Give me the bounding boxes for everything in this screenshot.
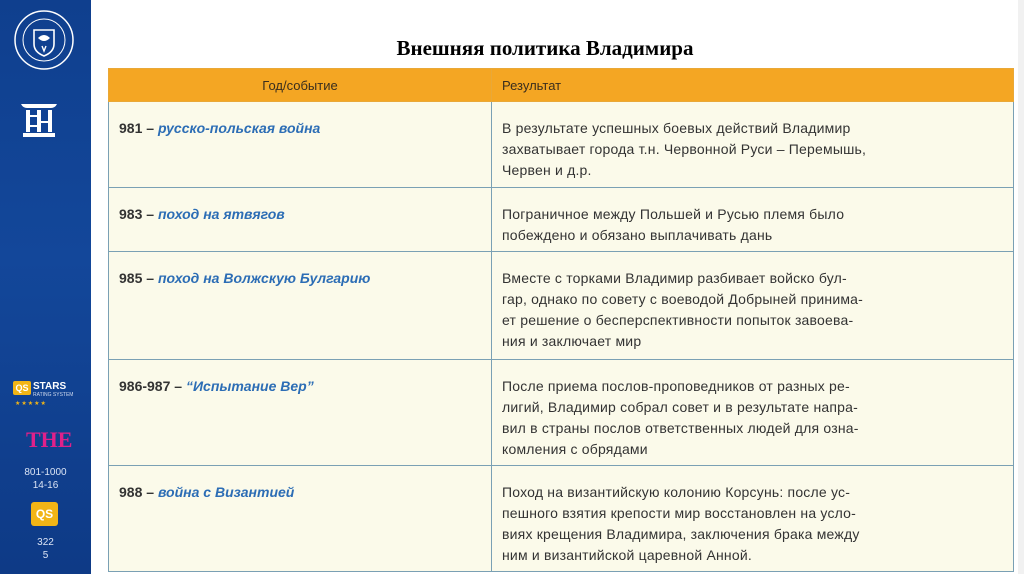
result-line: комления с обрядами xyxy=(502,441,648,457)
header-year-event: Год/событие xyxy=(109,69,492,102)
result-line: гар, однако по совету с воеводой Добрыней принима- xyxy=(502,291,864,307)
header-result: Результат xyxy=(492,69,1014,102)
qs-stars-logo: QS STARS RATING SYSTEM ★★★★★ xyxy=(15,381,74,407)
table-row xyxy=(109,252,1014,360)
event-year: 981 xyxy=(119,120,143,136)
result-line: лигий, Владимир собрал совет и в результате напра- xyxy=(502,399,858,415)
result-line: ним и византийской царевной Анной. xyxy=(502,547,752,563)
result-cell xyxy=(492,102,1014,188)
result-cell xyxy=(492,188,1014,252)
table-header-row xyxy=(109,69,1014,102)
the-logo: THE xyxy=(26,427,73,452)
qs-ranking: 322 5 xyxy=(37,537,54,561)
result-line: Поход на византийскую колонию Корсунь: после ус- xyxy=(502,484,851,500)
event-dash: – xyxy=(142,120,158,136)
table-row xyxy=(109,188,1014,252)
event-cell xyxy=(109,188,492,252)
event-cell xyxy=(109,466,492,572)
result-cell xyxy=(492,466,1014,572)
the-ranking: 801-1000 14-16 xyxy=(24,467,67,491)
result-line: ния и заключает мир xyxy=(502,333,642,349)
event-year: 986-987 xyxy=(119,378,171,394)
event-dash: – xyxy=(142,484,158,500)
sidebar xyxy=(0,0,91,574)
event-name: русско-польская война xyxy=(157,120,321,136)
page-title: Внешняя политика Владимира xyxy=(396,36,694,60)
column-logo-icon xyxy=(18,98,60,140)
event-year: 983 xyxy=(119,206,143,222)
event-name: “Испытание Вер” xyxy=(185,378,314,394)
result-line: ет решение о бесперспективности попыток завоева- xyxy=(502,312,854,328)
result-cell xyxy=(492,360,1014,466)
event-year: 985 xyxy=(119,270,143,286)
result-line: После приема послов-проповедников от разных ре- xyxy=(502,378,850,394)
event-dash: – xyxy=(142,206,158,222)
table-row xyxy=(109,360,1014,466)
foreign-policy-table xyxy=(108,68,1014,572)
result-line: вил в страны послов ответственных людей для озна- xyxy=(502,420,859,436)
event-cell xyxy=(109,252,492,360)
result-line: пешного взятия крепости мир восстановлен на усло- xyxy=(502,505,857,521)
event-cell xyxy=(109,360,492,466)
result-line: В результате успешных боевых действий Владимир xyxy=(502,120,851,136)
result-line: Червен и д.р. xyxy=(502,162,592,178)
result-line: виях крещения Владимира, заключения брака между xyxy=(502,526,860,542)
table-row xyxy=(109,102,1014,188)
university-crest-icon xyxy=(12,8,76,72)
event-cell xyxy=(109,102,492,188)
result-line: захватывает города т.н. Червонной Руси – Перемышь, xyxy=(502,141,867,157)
result-cell xyxy=(492,252,1014,360)
qs-logo: QS xyxy=(31,502,58,526)
star-rating-icon: ★★★★★ xyxy=(15,401,47,407)
event-name: война с Византией xyxy=(157,484,295,500)
event-dash: – xyxy=(170,378,186,394)
result-line: Пограничное между Польшей и Русью племя было xyxy=(502,206,845,222)
result-line: Вместе с торками Владимир разбивает войско бул- xyxy=(502,270,847,286)
result-line: побеждено и обязано выплачивать дань xyxy=(502,227,773,243)
table-row xyxy=(109,466,1014,572)
event-year: 988 xyxy=(119,484,143,500)
event-name: поход на Волжскую Булгарию xyxy=(157,270,371,286)
slide-edge xyxy=(1018,0,1024,574)
event-dash: – xyxy=(142,270,158,286)
event-name: поход на ятвягов xyxy=(157,206,285,222)
